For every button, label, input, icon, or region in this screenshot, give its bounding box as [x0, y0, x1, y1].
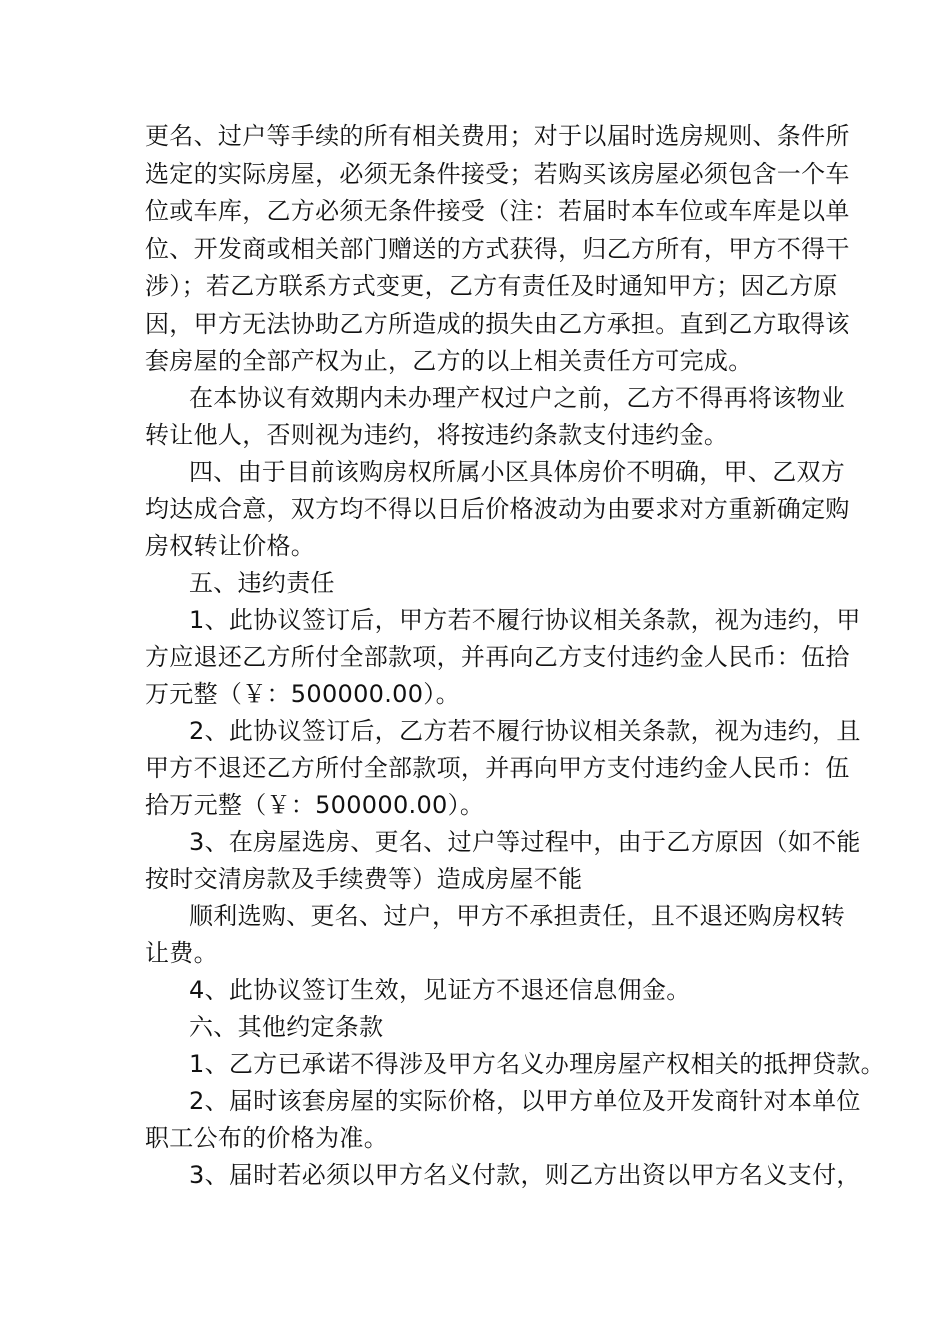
text-line: 4、此协议签订生效，见证方不退还信息佣金。: [189, 976, 691, 1004]
text-line: 拾万元整（￥：500000.00）。: [145, 791, 485, 819]
text-line: 万元整（￥：500000.00）。: [145, 680, 460, 708]
text-line: 按时交清房款及手续费等）造成房屋不能: [145, 865, 583, 893]
text-line: 3、届时若必须以甲方名义付款，则乙方出资以甲方名义支付，: [189, 1161, 861, 1189]
text-line: 2、届时该套房屋的实际价格，以甲方单位及开发商针对本单位: [189, 1087, 861, 1115]
text-line: 让费。: [145, 939, 218, 967]
text-line: 顺利选购、更名、过户，甲方不承担责任，且不退还购房权转: [189, 902, 846, 930]
section-heading: 五、违约责任: [189, 569, 335, 597]
text-line: 套房屋的全部产权为止，乙方的以上相关责任方可完成。: [145, 347, 753, 375]
text-line: 均达成合意，双方均不得以日后价格波动为由要求对方重新确定购: [145, 495, 850, 523]
text-line: 因，甲方无法协助乙方所造成的损失由乙方承担。直到乙方取得该: [145, 310, 850, 338]
text-line: 在本协议有效期内未办理产权过户之前，乙方不得再将该物业: [189, 384, 846, 412]
text-line: 3、在房屋选房、更名、过户等过程中，由于乙方原因（如不能: [189, 828, 861, 856]
section-heading: 六、其他约定条款: [189, 1013, 384, 1041]
text-line: 四、由于目前该购房权所属小区具体房价不明确，甲、乙双方: [189, 458, 846, 486]
text-line: 更名、过户等手续的所有相关费用；对于以届时选房规则、条件所: [145, 122, 850, 150]
text-line: 房权转让价格。: [145, 532, 316, 560]
text-line: 1、乙方已承诺不得涉及甲方名义办理房屋产权相关的抵押贷款。: [189, 1050, 885, 1078]
text-line: 1、此协议签订后，甲方若不履行协议相关条款，视为违约，甲: [189, 606, 861, 634]
text-line: 位或车库，乙方必须无条件接受（注：若届时本车位或车库是以单: [145, 197, 850, 225]
text-line: 2、此协议签订后，乙方若不履行协议相关条款，视为违约，且: [189, 717, 861, 745]
text-line: 转让他人，否则视为违约，将按违约条款支付违约金。: [145, 421, 729, 449]
text-line: 方应退还乙方所付全部款项，并再向乙方支付违约金人民币：伍拾: [145, 643, 850, 671]
text-line: 涉）；若乙方联系方式变更，乙方有责任及时通知甲方；因乙方原: [145, 272, 838, 300]
text-line: 甲方不退还乙方所付全部款项，并再向甲方支付违约金人民币：伍: [145, 754, 850, 782]
text-line: 位、开发商或相关部门赠送的方式获得，归乙方所有，甲方不得干: [145, 235, 850, 263]
text-line: 选定的实际房屋，必须无条件接受；若购买该房屋必须包含一个车: [145, 160, 850, 188]
text-line: 职工公布的价格为准。: [145, 1124, 388, 1152]
